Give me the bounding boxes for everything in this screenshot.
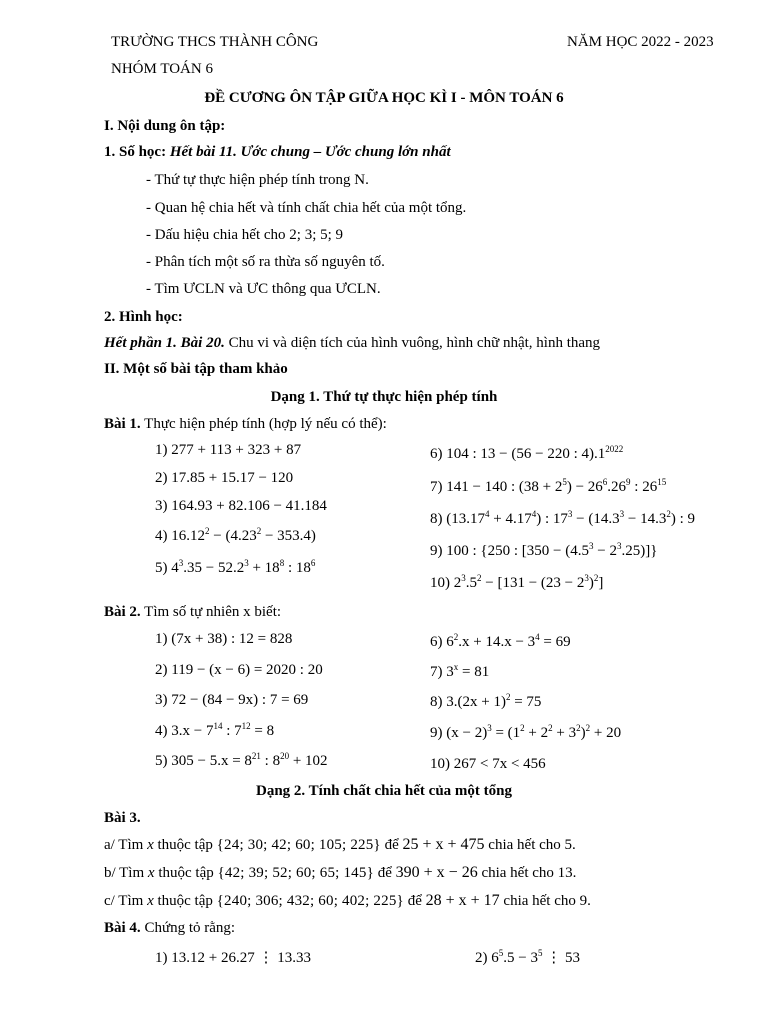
topic-item: - Tìm ƯCLN và ƯC thông qua ƯCLN.: [146, 281, 381, 297]
topic-item: - Thứ tự thực hiện phép tính trong N.: [146, 172, 369, 188]
dang-2-heading: Dạng 2. Tính chất chia hết của một tổng: [256, 783, 512, 799]
condition-word: để: [403, 893, 426, 909]
expression-b: 390 + x − 26: [395, 864, 478, 881]
bai-2-item-6: 6) $6^2.x + 14.x - 3^4 = 69$: [430, 632, 571, 650]
belongs-text: thuộc tập: [153, 893, 217, 909]
bai-1-item-6: 6) 104 : 13 − (56 − 220 : $4).1^{2022}$: [430, 444, 624, 462]
bai-3-part-b: [104, 864, 576, 882]
group-name: NHÓM TOÁN 6: [111, 61, 213, 77]
bai-2-text: Tìm số tự nhiên x biết:: [140, 604, 282, 620]
arithmetic-line: [104, 143, 451, 161]
bai-2-item-3: 3) 72 − (84 − 9x) : 7 = 69: [155, 692, 309, 708]
set-b: {42; 39; 52; 60; 65; 145}: [217, 865, 374, 881]
belongs-text: thuộc tập: [154, 865, 218, 881]
bai-2-item-1: 1) (7x + 38) : 12 = 828: [155, 631, 293, 647]
bai-2-prompt: [104, 603, 281, 621]
bai-4-item-2: 2) $6^5.5 - 3^5$ ⋮ 53: [475, 948, 580, 966]
condition-a: chia hết cho 5.: [484, 837, 576, 853]
condition-word: để: [373, 865, 396, 881]
condition-word: để: [380, 837, 403, 853]
bai-4-text: Chứng tỏ rằng:: [140, 920, 236, 936]
document-title: ĐỀ CƯƠNG ÔN TẬP GIỮA HỌC KÌ I - MÔN TOÁN 6: [204, 90, 564, 106]
topic-item: - Quan hệ chia hết và tính chất chia hết của một tổng.: [146, 200, 467, 216]
bai-1-item-10: 10) $2^3.5^2 - [131 - (23 - 2^3)^2]$: [430, 573, 604, 591]
bai-1-item-1: 1) 277 + 113 + 323 + 87: [155, 442, 302, 458]
geometry-line: [104, 334, 600, 352]
geometry-scope: Hết phần 1. Bài 20.: [104, 335, 225, 351]
bai-2-item-7: 7) $3^x = 81$: [430, 662, 490, 680]
bai-1-item-2: 2) 17.85 + 15.17 − 120: [155, 470, 294, 486]
arithmetic-prefix: 1. Số học:: [104, 144, 170, 160]
bai-2-item-10: 10) 267 < 7x < 456: [430, 756, 546, 772]
bai-1-item-9: 9) 100 : {250 : $[350 - (4.5^3 - 2^3.25)]$}: [430, 541, 658, 559]
bai-2-item-2: 2) 119 − (x − 6) = 2020 : 20: [155, 662, 323, 678]
section-2-heading: II. Một số bài tập tham khảo: [104, 361, 288, 377]
set-c: {240; 306; 432; 60; 402; 225}: [216, 893, 404, 909]
variable-x: x: [147, 865, 155, 881]
bai-1-item-3: 3) 164.93 + 82.106 − 41.184: [155, 498, 327, 514]
bai-1-item-7: 7) 141 − 140 : $(38 + 2^5) - 26^6.26^9$ : $26^{15}$: [430, 477, 667, 495]
school-name: TRƯỜNG THCS THÀNH CÔNG: [111, 34, 319, 50]
arithmetic-scope: Hết bài 11. Ước chung – Ước chung lớn nhất: [169, 144, 451, 160]
bai-1-label: Bài 1.: [104, 416, 141, 432]
part-prefix: a/ Tìm: [104, 837, 148, 853]
condition-c: chia hết cho 9.: [499, 893, 591, 909]
bai-1-item-4: 4) $16.12^2 - (4.23^2 - 353.4)$: [155, 526, 316, 544]
bai-4-prompt: [104, 919, 235, 937]
bai-1-item-5: 5) $4^3.35 - 52.2^3 + 18^8$ : $18^6$: [155, 558, 316, 576]
bai-4-label: Bài 4.: [104, 920, 141, 936]
bai-2-label: Bài 2.: [104, 604, 141, 620]
section-1-heading: I. Nội dung ôn tập:: [104, 118, 226, 134]
bai-1-text: Thực hiện phép tính (hợp lý nếu có thể):: [140, 416, 387, 432]
bai-3-label: Bài 3.: [104, 810, 141, 826]
set-a: {24; 30; 42; 60; 105; 225}: [216, 837, 381, 853]
topic-item: - Phân tích một số ra thừa số nguyên tố.: [146, 254, 385, 270]
expression-c: 28 + x + 17: [425, 892, 500, 909]
bai-1-item-8: 8) $(13.17^4 + 4.17^4)$ : $17^3 - (14.3^3 - 14.3^2)$ : 9: [430, 509, 695, 527]
belongs-text: thuộc tập: [153, 837, 217, 853]
bai-3-part-c: [104, 892, 591, 910]
bai-4-item-1: 1) 13.12 + 26.27 ⋮ 13.33: [155, 950, 311, 966]
bai-2-item-4: 4) $3.x - 7^{14}$ : $7^{12} = 8$: [155, 721, 275, 739]
geometry-text: Chu vi và diện tích của hình vuông, hình chữ nhật, hình thang: [224, 335, 601, 351]
part-prefix: b/ Tìm: [104, 865, 148, 881]
geometry-heading: 2. Hình học:: [104, 309, 183, 325]
bai-3-part-a: [104, 836, 576, 854]
dang-1-heading: Dạng 1. Thứ tự thực hiện phép tính: [270, 389, 498, 405]
bai-2-item-9: 9) $(x - 2)^3 = (1^2 + 2^2 + 3^2)^2 + 20$: [430, 723, 622, 741]
part-prefix: c/ Tìm: [104, 893, 148, 909]
variable-x: x: [147, 893, 154, 909]
bai-1-prompt: [104, 415, 387, 433]
bai-2-item-5: 5) $305 - 5.x = 8^{21}$ : $8^{20} + 102$: [155, 751, 328, 769]
expression-a: 25 + x + 475: [402, 836, 485, 853]
school-year: NĂM HỌC 2022 - 2023: [567, 34, 714, 50]
variable-x: x: [147, 837, 154, 853]
topic-item: - Dấu hiệu chia hết cho 2; 3; 5; 9: [146, 227, 344, 243]
bai-2-item-8: 8) $3.(2x + 1)^2 = 75$: [430, 692, 542, 710]
condition-b: chia hết cho 13.: [477, 865, 577, 881]
